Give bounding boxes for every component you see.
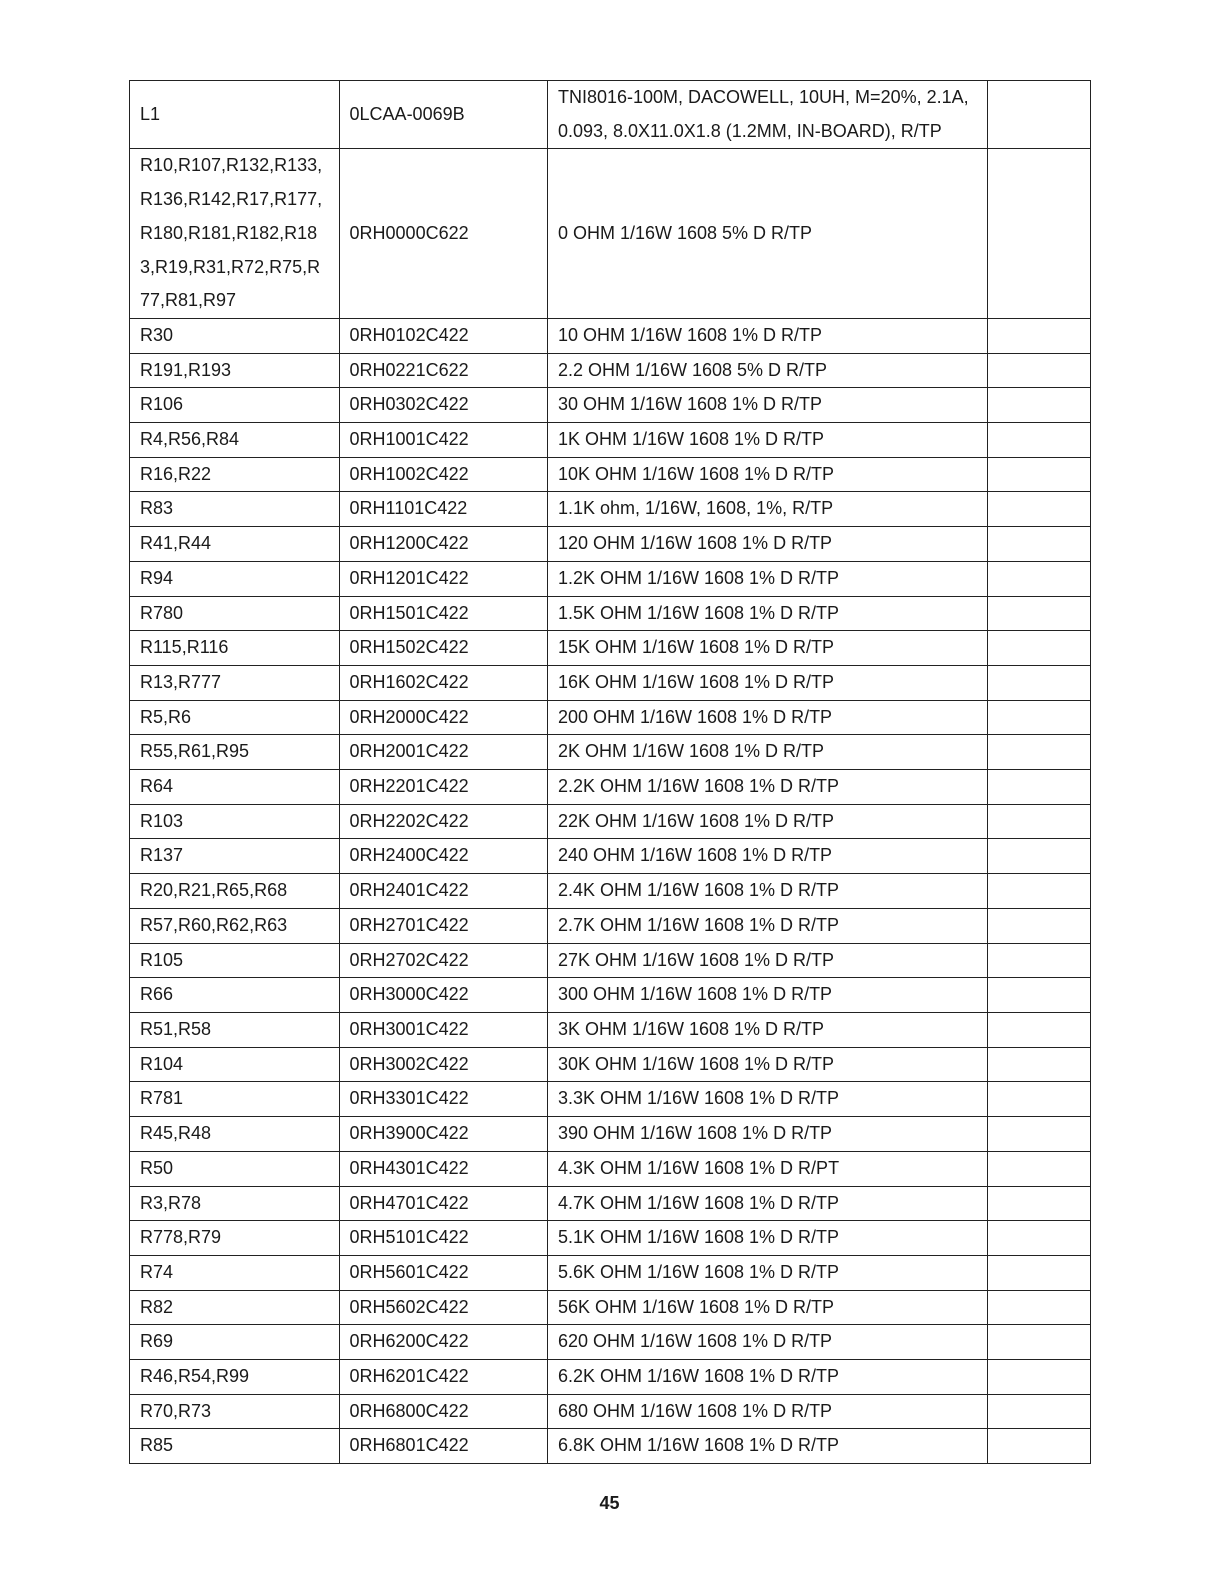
reference-designator-cell: R3,R78 — [130, 1186, 340, 1221]
description-cell: 2K OHM 1/16W 1608 1% D R/TP — [547, 735, 987, 770]
part-number-cell: 0RH0102C422 — [339, 318, 547, 353]
description-cell: TNI8016-100M, DACOWELL, 10UH, M=20%, 2.1A, 0.093, 8.0X11.0X1.8 (1.2MM, IN-BOARD), R/TP — [547, 81, 987, 149]
description-cell: 30K OHM 1/16W 1608 1% D R/TP — [547, 1047, 987, 1082]
reference-designator-cell: R781 — [130, 1082, 340, 1117]
table-row — [130, 665, 1091, 700]
table-row — [130, 149, 1091, 319]
remarks-cell — [987, 700, 1090, 735]
reference-designator-cell: R83 — [130, 492, 340, 527]
remarks-cell — [987, 1151, 1090, 1186]
table-row — [130, 1290, 1091, 1325]
remarks-cell — [987, 1394, 1090, 1429]
part-number-cell: 0RH3002C422 — [339, 1047, 547, 1082]
part-number-cell: 0RH2202C422 — [339, 804, 547, 839]
reference-designator-cell: R94 — [130, 561, 340, 596]
part-number-cell: 0RH1501C422 — [339, 596, 547, 631]
reference-designator-cell: R70,R73 — [130, 1394, 340, 1429]
table-row — [130, 908, 1091, 943]
remarks-cell — [987, 1255, 1090, 1290]
part-number-cell: 0RH1101C422 — [339, 492, 547, 527]
description-cell: 390 OHM 1/16W 1608 1% D R/TP — [547, 1117, 987, 1152]
table-row — [130, 1186, 1091, 1221]
table-row — [130, 81, 1091, 149]
remarks-cell — [987, 1290, 1090, 1325]
part-number-cell: 0RH5602C422 — [339, 1290, 547, 1325]
part-number-cell: 0RH2400C422 — [339, 839, 547, 874]
reference-designator-cell: R30 — [130, 318, 340, 353]
remarks-cell — [987, 665, 1090, 700]
reference-designator-cell: R13,R777 — [130, 665, 340, 700]
description-cell: 3.3K OHM 1/16W 1608 1% D R/TP — [547, 1082, 987, 1117]
reference-designator-cell: R191,R193 — [130, 353, 340, 388]
reference-designator-cell: R85 — [130, 1429, 340, 1464]
description-cell: 10K OHM 1/16W 1608 1% D R/TP — [547, 457, 987, 492]
part-number-cell: 0RH0221C622 — [339, 353, 547, 388]
table-row — [130, 770, 1091, 805]
table-row — [130, 978, 1091, 1013]
remarks-cell — [987, 978, 1090, 1013]
description-cell: 6.2K OHM 1/16W 1608 1% D R/TP — [547, 1360, 987, 1395]
description-cell: 2.7K OHM 1/16W 1608 1% D R/TP — [547, 908, 987, 943]
description-cell: 10 OHM 1/16W 1608 1% D R/TP — [547, 318, 987, 353]
remarks-cell — [987, 631, 1090, 666]
part-number-cell: 0RH1002C422 — [339, 457, 547, 492]
table-row — [130, 1117, 1091, 1152]
part-number-cell: 0RH5601C422 — [339, 1255, 547, 1290]
remarks-cell — [987, 1221, 1090, 1256]
remarks-cell — [987, 839, 1090, 874]
remarks-cell — [987, 1082, 1090, 1117]
part-number-cell: 0RH4701C422 — [339, 1186, 547, 1221]
part-number-cell: 0RH2701C422 — [339, 908, 547, 943]
remarks-cell — [987, 770, 1090, 805]
part-number-cell: 0RH2702C422 — [339, 943, 547, 978]
table-row — [130, 527, 1091, 562]
table-row — [130, 1151, 1091, 1186]
page-number: 45 — [599, 1493, 620, 1513]
table-row — [130, 1221, 1091, 1256]
reference-designator-cell: R69 — [130, 1325, 340, 1360]
table-row — [130, 492, 1091, 527]
part-number-cell: 0RH3001C422 — [339, 1012, 547, 1047]
remarks-cell — [987, 149, 1090, 319]
reference-designator-cell: R103 — [130, 804, 340, 839]
reference-designator-cell: R105 — [130, 943, 340, 978]
description-cell: 30 OHM 1/16W 1608 1% D R/TP — [547, 388, 987, 423]
table-row — [130, 804, 1091, 839]
description-cell: 15K OHM 1/16W 1608 1% D R/TP — [547, 631, 987, 666]
reference-designator-cell: R5,R6 — [130, 700, 340, 735]
remarks-cell — [987, 1429, 1090, 1464]
part-number-cell: 0RH1201C422 — [339, 561, 547, 596]
description-cell: 5.6K OHM 1/16W 1608 1% D R/TP — [547, 1255, 987, 1290]
part-number-cell: 0RH3000C422 — [339, 978, 547, 1013]
description-cell: 56K OHM 1/16W 1608 1% D R/TP — [547, 1290, 987, 1325]
table-row — [130, 1360, 1091, 1395]
remarks-cell — [987, 735, 1090, 770]
description-cell: 1.5K OHM 1/16W 1608 1% D R/TP — [547, 596, 987, 631]
table-row — [130, 1082, 1091, 1117]
remarks-cell — [987, 943, 1090, 978]
table-row — [130, 561, 1091, 596]
description-cell: 2.4K OHM 1/16W 1608 1% D R/TP — [547, 874, 987, 909]
table-row — [130, 735, 1091, 770]
description-cell: 2.2K OHM 1/16W 1608 1% D R/TP — [547, 770, 987, 805]
table-row — [130, 1429, 1091, 1464]
part-number-cell: 0RH2001C422 — [339, 735, 547, 770]
table-row — [130, 631, 1091, 666]
part-number-cell: 0RH3301C422 — [339, 1082, 547, 1117]
description-cell: 620 OHM 1/16W 1608 1% D R/TP — [547, 1325, 987, 1360]
parts-table-body — [130, 81, 1091, 1464]
remarks-cell — [987, 908, 1090, 943]
part-number-cell: 0RH1200C422 — [339, 527, 547, 562]
remarks-cell — [987, 457, 1090, 492]
description-cell: 16K OHM 1/16W 1608 1% D R/TP — [547, 665, 987, 700]
reference-designator-cell: R115,R116 — [130, 631, 340, 666]
table-row — [130, 943, 1091, 978]
reference-designator-cell: R780 — [130, 596, 340, 631]
table-row — [130, 839, 1091, 874]
part-number-cell: 0RH2401C422 — [339, 874, 547, 909]
reference-designator-cell: R57,R60,R62,R63 — [130, 908, 340, 943]
description-cell: 200 OHM 1/16W 1608 1% D R/TP — [547, 700, 987, 735]
table-row — [130, 1255, 1091, 1290]
part-number-cell: 0RH3900C422 — [339, 1117, 547, 1152]
part-number-cell: 0RH4301C422 — [339, 1151, 547, 1186]
table-row — [130, 874, 1091, 909]
table-row — [130, 1047, 1091, 1082]
part-number-cell: 0RH1602C422 — [339, 665, 547, 700]
remarks-cell — [987, 527, 1090, 562]
part-number-cell: 0RH2000C422 — [339, 700, 547, 735]
description-cell: 4.3K OHM 1/16W 1608 1% D R/PT — [547, 1151, 987, 1186]
remarks-cell — [987, 1012, 1090, 1047]
part-number-cell: 0RH6201C422 — [339, 1360, 547, 1395]
reference-designator-cell: R46,R54,R99 — [130, 1360, 340, 1395]
part-number-cell: 0RH5101C422 — [339, 1221, 547, 1256]
description-cell: 5.1K OHM 1/16W 1608 1% D R/TP — [547, 1221, 987, 1256]
table-row — [130, 1012, 1091, 1047]
reference-designator-cell: R104 — [130, 1047, 340, 1082]
table-row — [130, 318, 1091, 353]
remarks-cell — [987, 596, 1090, 631]
remarks-cell — [987, 1186, 1090, 1221]
part-number-cell: 0RH1001C422 — [339, 423, 547, 458]
description-cell: 0 OHM 1/16W 1608 5% D R/TP — [547, 149, 987, 319]
remarks-cell — [987, 1117, 1090, 1152]
description-cell: 300 OHM 1/16W 1608 1% D R/TP — [547, 978, 987, 1013]
table-row — [130, 353, 1091, 388]
description-cell: 3K OHM 1/16W 1608 1% D R/TP — [547, 1012, 987, 1047]
reference-designator-cell: R20,R21,R65,R68 — [130, 874, 340, 909]
reference-designator-cell: R64 — [130, 770, 340, 805]
remarks-cell — [987, 353, 1090, 388]
reference-designator-cell: R137 — [130, 839, 340, 874]
table-row — [130, 388, 1091, 423]
part-number-cell: 0RH1502C422 — [339, 631, 547, 666]
remarks-cell — [987, 81, 1090, 149]
description-cell: 22K OHM 1/16W 1608 1% D R/TP — [547, 804, 987, 839]
remarks-cell — [987, 1047, 1090, 1082]
reference-designator-cell: R16,R22 — [130, 457, 340, 492]
remarks-cell — [987, 492, 1090, 527]
reference-designator-cell: R10,R107,R132,R133,R136,R142,R17,R177,R180,R181,R182,R183,R19,R31,R72,R75,R77,R81,R97 — [130, 149, 340, 319]
part-number-cell: 0RH0000C622 — [339, 149, 547, 319]
reference-designator-cell: R55,R61,R95 — [130, 735, 340, 770]
table-row — [130, 423, 1091, 458]
remarks-cell — [987, 423, 1090, 458]
table-row — [130, 1394, 1091, 1429]
reference-designator-cell: R50 — [130, 1151, 340, 1186]
table-row — [130, 457, 1091, 492]
parts-list-table — [129, 80, 1091, 1464]
part-number-cell: 0RH6200C422 — [339, 1325, 547, 1360]
description-cell: 2.2 OHM 1/16W 1608 5% D R/TP — [547, 353, 987, 388]
part-number-cell: 0RH6800C422 — [339, 1394, 547, 1429]
remarks-cell — [987, 388, 1090, 423]
remarks-cell — [987, 1360, 1090, 1395]
reference-designator-cell: R778,R79 — [130, 1221, 340, 1256]
description-cell: 1K OHM 1/16W 1608 1% D R/TP — [547, 423, 987, 458]
part-number-cell: 0RH2201C422 — [339, 770, 547, 805]
reference-designator-cell: R45,R48 — [130, 1117, 340, 1152]
description-cell: 6.8K OHM 1/16W 1608 1% D R/TP — [547, 1429, 987, 1464]
remarks-cell — [987, 804, 1090, 839]
description-cell: 27K OHM 1/16W 1608 1% D R/TP — [547, 943, 987, 978]
description-cell: 1.1K ohm, 1/16W, 1608, 1%, R/TP — [547, 492, 987, 527]
remarks-cell — [987, 1325, 1090, 1360]
reference-designator-cell: R4,R56,R84 — [130, 423, 340, 458]
description-cell: 4.7K OHM 1/16W 1608 1% D R/TP — [547, 1186, 987, 1221]
remarks-cell — [987, 318, 1090, 353]
reference-designator-cell: L1 — [130, 81, 340, 149]
part-number-cell: 0LCAA-0069B — [339, 81, 547, 149]
description-cell: 1.2K OHM 1/16W 1608 1% D R/TP — [547, 561, 987, 596]
reference-designator-cell: R74 — [130, 1255, 340, 1290]
table-row — [130, 1325, 1091, 1360]
description-cell: 120 OHM 1/16W 1608 1% D R/TP — [547, 527, 987, 562]
remarks-cell — [987, 874, 1090, 909]
remarks-cell — [987, 561, 1090, 596]
table-row — [130, 596, 1091, 631]
reference-designator-cell: R82 — [130, 1290, 340, 1325]
description-cell: 240 OHM 1/16W 1608 1% D R/TP — [547, 839, 987, 874]
reference-designator-cell: R66 — [130, 978, 340, 1013]
reference-designator-cell: R41,R44 — [130, 527, 340, 562]
reference-designator-cell: R106 — [130, 388, 340, 423]
reference-designator-cell: R51,R58 — [130, 1012, 340, 1047]
part-number-cell: 0RH6801C422 — [339, 1429, 547, 1464]
description-cell: 680 OHM 1/16W 1608 1% D R/TP — [547, 1394, 987, 1429]
table-row — [130, 700, 1091, 735]
part-number-cell: 0RH0302C422 — [339, 388, 547, 423]
